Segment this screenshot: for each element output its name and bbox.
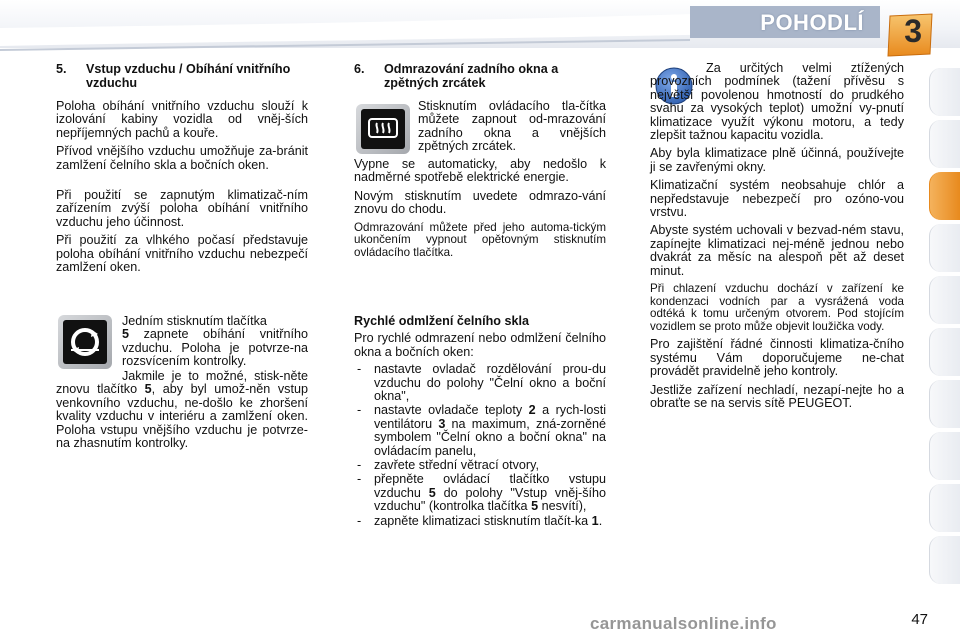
text-run: Jakmile je to možné, stisk-něte znovu tlačítko [56, 369, 308, 397]
button-5-description [122, 315, 308, 374]
left-column [56, 62, 308, 279]
section-5-heading [56, 62, 308, 90]
paragraph: Pro zajištění řádné činnosti klimatiza-čního systému Vám doporučujeme ne-chat provádět pravidelně jeho kontroly. [650, 337, 904, 379]
chapter-tab-active[interactable] [929, 172, 960, 220]
section-title: Odmrazování zadního okna a zpětných zrcátek [384, 62, 559, 90]
fast-demist-section [354, 315, 606, 529]
section-number: 6. [354, 62, 365, 76]
section-title: Vstup vzduchu / Obíhání vnitřního vzduchu [86, 62, 291, 90]
subsection-title: Rychlé odmlžení čelního skla [354, 314, 529, 328]
chapter-tab[interactable] [929, 432, 960, 480]
list-item: - zavřete střední větrací otvory, [354, 459, 606, 472]
right-column [650, 62, 904, 416]
page-number: 47 [911, 611, 928, 628]
paragraph: Pro rychlé odmrazení nebo odmlžení čelního okna a bočních oken: [354, 331, 606, 359]
chapter-tab[interactable] [929, 328, 960, 376]
chapter-title: POHODLÍ [760, 10, 864, 35]
paragraph: Vypne se automaticky, aby nedošlo k nadměrné spotřebě elektrické energie. [354, 157, 606, 185]
chapter-tab[interactable] [929, 484, 960, 532]
paragraph: Poloha obíhání vnitřního vzduchu slouží k izolování kabiny vozidla od vněj-ších nepříjemných pachů a kouře. [56, 99, 308, 140]
defrost-description [418, 100, 606, 159]
button-ref: 5 [144, 382, 152, 397]
paragraph: Aby byla klimatizace plně účinná, používejte ji se zavřenými okny. [650, 146, 904, 174]
middle-column-continued [354, 158, 606, 264]
steps-list [354, 363, 606, 528]
paragraph: Při chlazení vzduchu dochází v zařízení ke kondenzaci vodních par a vysrážená voda odtéká k tomu určeným otvorem. Pod stojícím vozidlem se proto může objevit loužička vody. [650, 282, 904, 333]
section-6-heading [354, 62, 606, 90]
paragraph: Jestliže zařízení nechladí, nezapí-nejte ho a obraťte se na servis sítě PEUGEOT. [650, 382, 904, 411]
rear-defrost-icon [365, 113, 401, 145]
chapter-tab[interactable] [929, 224, 960, 272]
paragraph: Abyste systém uchovali v bezvad-ném stavu, zapínejte klimatizaci nej-méně jednou nebo dvakrát za měsíc na alespoň pět až deset minut. [650, 223, 904, 278]
chapter-tabs [924, 68, 960, 580]
chapter-tab[interactable] [929, 68, 960, 116]
paragraph: Odmrazování můžete před jeho automa-tickým ukončením vypnout opětovným stisknutím ovládacího tlačítka. [354, 220, 606, 259]
paragraph: Při použití za vlhkého počasí představuje poloha obíhání vnitřního vzduchu nebezpečí zamlžení oken. [56, 233, 308, 275]
rear-defrost-button-icon [356, 104, 410, 154]
chapter-number: 3 [904, 13, 922, 49]
recirculation-button-icon [58, 315, 112, 369]
chapter-tab[interactable] [929, 120, 960, 168]
paragraph: Klimatizační systém neobsahuje chlór a nepředstavuje nebezpečí pro ozóno-vou vrstvu. [650, 178, 904, 220]
text-run: Jedním stisknutím tlačítka [122, 314, 267, 328]
paragraph: Při použití se zapnutým klimatizač-ním zařízením zvýší poloha obíhání vnitřního vzduchu jeho účinnost. [56, 188, 308, 229]
recirculation-icon [67, 324, 103, 360]
button-ref: 5 [122, 327, 130, 342]
chapter-tab[interactable] [929, 536, 960, 584]
list-item: - zapněte klimatizaci stisknutím tlačít-ka 1. [354, 515, 606, 528]
list-item: - přepněte ovládací tlačítko vstupu vzduchu 5 do polohy "Vstup vněj-šího vzduchu" (kontrolka tlačítka 5 nesvítí), [354, 473, 606, 513]
paragraph: Přívod vnějšího vzduchu umožňuje za-bránit zamlžení čelního skla a bočních oken. [56, 144, 308, 172]
info-paragraph: Za určitých velmi ztížených provozních podmínek (tažení přívěsu s největší povolenou hmotností do prudkého svahu za vysokých teplot) umožní vy-pnutí klimatizace využít výkonu motoru, a tedy zlepšit tažnou kapacitu vozidla. [650, 61, 904, 143]
paragraph: Stisknutím ovládacího tla-čítka můžete zapnout od-mrazování zadního okna a vnějších zpětných zrcátek. [418, 99, 606, 154]
watermark: carmanualsonline.info [590, 614, 777, 633]
text-run: , aby byl umož-něn vstup venkovního vzduchu, ne-došlo ke zhoršení kvality vzduchu v interiéru a zamlžení oken. Poloha vstupu vnějšího vzduchu je potvrze-na zhasnutím kontrolky. [56, 382, 308, 451]
list-item: - nastavte ovladač rozdělování prou-du vzduchu do polohy "Čelní okno a boční okna", [354, 363, 606, 403]
list-item: - nastavte ovladače teploty 2 a rych-losti ventilátoru 3 na maximum, zná-zorněné symbolem "Čelní okno a boční okna" na ovládacím panelu, [354, 404, 606, 458]
middle-column [354, 62, 606, 100]
chapter-tab[interactable] [929, 276, 960, 324]
left-column-continued [56, 370, 308, 455]
paragraph: Novým stisknutím uvedete odmrazo-vání znovu do chodu. [354, 188, 606, 217]
text-run: zapnete obíhání vnitřního vzduchu. Poloha je potvrze-na rozsvícením kontrolky. [122, 327, 308, 369]
chapter-tab[interactable] [929, 380, 960, 428]
section-number: 5. [56, 62, 67, 76]
